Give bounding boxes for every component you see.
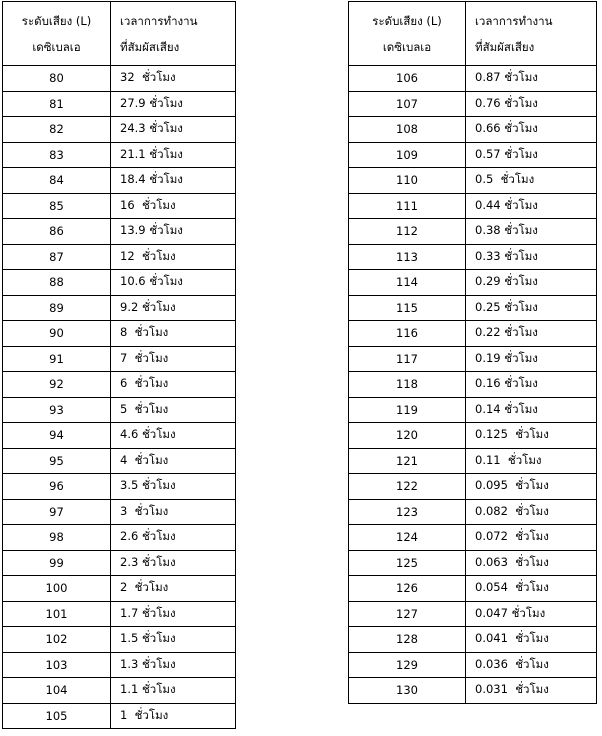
exposure-time-cell: 0.063 ชั่วโมง	[466, 550, 597, 576]
exposure-time-cell: 4.6 ชั่วโมง	[111, 423, 236, 449]
sound-level-cell: 82	[3, 117, 111, 143]
table-row	[3, 270, 236, 296]
header-exposure-time-line1: เวลาการทำงาน	[120, 13, 198, 28]
header-exposure-time-line2: ที่สัมผัสเสียง	[120, 39, 180, 54]
sound-level-cell: 80	[3, 66, 111, 92]
exposure-time-cell: 1.1 ชั่วโมง	[111, 678, 236, 704]
table-row	[349, 66, 597, 92]
sound-level-cell: 95	[3, 448, 111, 474]
header-exposure-time-line2: ที่สัมผัสเสียง	[475, 39, 535, 54]
header-exposure-time	[111, 2, 236, 66]
header-exposure-time	[466, 2, 597, 66]
exposure-time-cell: 9.2 ชั่วโมง	[111, 295, 236, 321]
exposure-time-cell: 0.5 ชั่วโมง	[466, 168, 597, 194]
table-row	[3, 601, 236, 627]
table-row	[349, 244, 597, 270]
sound-level-cell: 116	[349, 321, 466, 347]
sound-level-cell: 89	[3, 295, 111, 321]
sound-level-cell: 110	[349, 168, 466, 194]
exposure-time-cell: 1.3 ชั่วโมง	[111, 652, 236, 678]
exposure-time-cell: 0.87 ชั่วโมง	[466, 66, 597, 92]
table-row	[349, 678, 597, 704]
sound-level-cell: 106	[349, 66, 466, 92]
noise-exposure-table-right	[348, 1, 597, 704]
exposure-time-cell: 6 ชั่วโมง	[111, 372, 236, 398]
table-row	[349, 219, 597, 245]
sound-level-cell: 121	[349, 448, 466, 474]
table-row	[3, 474, 236, 500]
header-exposure-time-line1: เวลาการทำงาน	[475, 13, 553, 28]
sound-level-cell: 112	[349, 219, 466, 245]
table-header-row	[3, 2, 236, 66]
exposure-time-cell: 3 ชั่วโมง	[111, 499, 236, 525]
table-row	[3, 652, 236, 678]
sound-level-cell: 99	[3, 550, 111, 576]
sound-level-cell: 100	[3, 576, 111, 602]
sound-level-cell: 114	[349, 270, 466, 296]
table-row	[349, 601, 597, 627]
sound-level-cell: 94	[3, 423, 111, 449]
sound-level-cell: 105	[3, 703, 111, 729]
header-sound-level	[3, 2, 111, 66]
sound-level-cell: 130	[349, 678, 466, 704]
table-row	[349, 652, 597, 678]
sound-level-cell: 98	[3, 525, 111, 551]
exposure-time-cell: 0.095 ชั่วโมง	[466, 474, 597, 500]
exposure-time-cell: 0.25 ชั่วโมง	[466, 295, 597, 321]
exposure-time-cell: 18.4 ชั่วโมง	[111, 168, 236, 194]
sound-level-cell: 123	[349, 499, 466, 525]
table-row	[349, 474, 597, 500]
header-sound-level-line1: ระดับเสียง (L)	[372, 13, 442, 28]
exposure-time-cell: 10.6 ชั่วโมง	[111, 270, 236, 296]
sound-level-cell: 85	[3, 193, 111, 219]
table-header-row	[349, 2, 597, 66]
sound-level-cell: 128	[349, 627, 466, 653]
table-row	[3, 346, 236, 372]
exposure-time-cell: 3.5 ชั่วโมง	[111, 474, 236, 500]
exposure-time-cell: 0.047 ชั่วโมง	[466, 601, 597, 627]
exposure-time-cell: 0.072 ชั่วโมง	[466, 525, 597, 551]
exposure-time-cell: 2.3 ชั่วโมง	[111, 550, 236, 576]
table-row	[3, 448, 236, 474]
table-row	[3, 703, 236, 729]
sound-level-cell: 91	[3, 346, 111, 372]
sound-level-cell: 102	[3, 627, 111, 653]
sound-level-cell: 87	[3, 244, 111, 270]
sound-level-cell: 108	[349, 117, 466, 143]
table-row	[3, 244, 236, 270]
header-sound-level	[349, 2, 466, 66]
sound-level-cell: 96	[3, 474, 111, 500]
table-row	[349, 525, 597, 551]
exposure-time-cell: 2.6 ชั่วโมง	[111, 525, 236, 551]
exposure-time-cell: 0.14 ชั่วโมง	[466, 397, 597, 423]
exposure-time-cell: 1.5 ชั่วโมง	[111, 627, 236, 653]
table-row	[349, 423, 597, 449]
sound-level-cell: 109	[349, 142, 466, 168]
sound-level-cell: 119	[349, 397, 466, 423]
sound-level-cell: 104	[3, 678, 111, 704]
table-row	[349, 499, 597, 525]
exposure-time-cell: 2 ชั่วโมง	[111, 576, 236, 602]
exposure-time-cell: 8 ชั่วโมง	[111, 321, 236, 347]
table-row	[3, 499, 236, 525]
exposure-time-cell: 1.7 ชั่วโมง	[111, 601, 236, 627]
table-row	[3, 321, 236, 347]
table-row	[349, 372, 597, 398]
sound-level-cell: 81	[3, 91, 111, 117]
table-row	[349, 321, 597, 347]
exposure-time-cell: 0.33 ชั่วโมง	[466, 244, 597, 270]
sound-level-cell: 101	[3, 601, 111, 627]
exposure-time-cell: 0.125 ชั่วโมง	[466, 423, 597, 449]
table-row	[3, 193, 236, 219]
table-row	[349, 193, 597, 219]
sound-level-cell: 129	[349, 652, 466, 678]
table-row	[349, 397, 597, 423]
sound-level-cell: 92	[3, 372, 111, 398]
exposure-time-cell: 0.19 ชั่วโมง	[466, 346, 597, 372]
noise-exposure-table-left	[2, 1, 236, 729]
sound-level-cell: 97	[3, 499, 111, 525]
table-row	[349, 142, 597, 168]
exposure-time-cell: 0.054 ชั่วโมง	[466, 576, 597, 602]
table-row	[349, 91, 597, 117]
table-row	[3, 525, 236, 551]
exposure-time-cell: 0.11 ชั่วโมง	[466, 448, 597, 474]
table-row	[3, 295, 236, 321]
table-row	[3, 66, 236, 92]
sound-level-cell: 117	[349, 346, 466, 372]
table-row	[3, 678, 236, 704]
exposure-time-cell: 5 ชั่วโมง	[111, 397, 236, 423]
exposure-time-cell: 21.1 ชั่วโมง	[111, 142, 236, 168]
exposure-time-cell: 16 ชั่วโมง	[111, 193, 236, 219]
sound-level-cell: 88	[3, 270, 111, 296]
exposure-time-cell: 0.29 ชั่วโมง	[466, 270, 597, 296]
table-row	[3, 219, 236, 245]
table-row	[349, 270, 597, 296]
exposure-time-cell: 0.031 ชั่วโมง	[466, 678, 597, 704]
table-row	[3, 576, 236, 602]
exposure-time-cell: 4 ชั่วโมง	[111, 448, 236, 474]
exposure-time-cell: 0.041 ชั่วโมง	[466, 627, 597, 653]
table-row	[349, 346, 597, 372]
exposure-time-cell: 7 ชั่วโมง	[111, 346, 236, 372]
table-body-left	[3, 66, 236, 729]
table-row	[3, 91, 236, 117]
exposure-time-cell: 24.3 ชั่วโมง	[111, 117, 236, 143]
exposure-time-cell: 27.9 ชั่วโมง	[111, 91, 236, 117]
sound-level-cell: 115	[349, 295, 466, 321]
exposure-time-cell: 12 ชั่วโมง	[111, 244, 236, 270]
sound-level-cell: 126	[349, 576, 466, 602]
exposure-time-cell: 0.082 ชั่วโมง	[466, 499, 597, 525]
sound-level-cell: 103	[3, 652, 111, 678]
exposure-time-cell: 32 ชั่วโมง	[111, 66, 236, 92]
header-sound-level-line2: เดซิเบลเอ	[382, 39, 432, 54]
sound-level-cell: 125	[349, 550, 466, 576]
header-sound-level-line1: ระดับเสียง (L)	[21, 13, 92, 28]
sound-level-cell: 124	[349, 525, 466, 551]
sound-level-cell: 90	[3, 321, 111, 347]
exposure-time-cell: 1 ชั่วโมง	[111, 703, 236, 729]
sound-level-cell: 86	[3, 219, 111, 245]
exposure-time-cell: 0.38 ชั่วโมง	[466, 219, 597, 245]
sound-level-cell: 93	[3, 397, 111, 423]
table-body-right	[349, 66, 597, 704]
sound-level-cell: 111	[349, 193, 466, 219]
exposure-time-cell: 0.66 ชั่วโมง	[466, 117, 597, 143]
exposure-time-cell: 0.22 ชั่วโมง	[466, 321, 597, 347]
sound-level-cell: 118	[349, 372, 466, 398]
table-row	[3, 168, 236, 194]
table-row	[3, 397, 236, 423]
sound-level-cell: 83	[3, 142, 111, 168]
sound-level-cell: 84	[3, 168, 111, 194]
table-row	[349, 117, 597, 143]
sound-level-cell: 127	[349, 601, 466, 627]
table-row	[349, 168, 597, 194]
table-row	[349, 448, 597, 474]
sound-level-cell: 122	[349, 474, 466, 500]
exposure-time-cell: 13.9 ชั่วโมง	[111, 219, 236, 245]
table-row	[3, 550, 236, 576]
table-row	[349, 627, 597, 653]
table-row	[349, 295, 597, 321]
table-row	[3, 117, 236, 143]
exposure-time-cell: 0.44 ชั่วโมง	[466, 193, 597, 219]
exposure-time-cell: 0.16 ชั่วโมง	[466, 372, 597, 398]
exposure-time-cell: 0.57 ชั่วโมง	[466, 142, 597, 168]
table-row	[349, 576, 597, 602]
exposure-time-cell: 0.036 ชั่วโมง	[466, 652, 597, 678]
table-row	[3, 627, 236, 653]
table-row	[3, 423, 236, 449]
header-sound-level-line2: เดซิเบลเอ	[32, 39, 81, 54]
sound-level-cell: 120	[349, 423, 466, 449]
sound-level-cell: 113	[349, 244, 466, 270]
sound-level-cell: 107	[349, 91, 466, 117]
exposure-time-cell: 0.76 ชั่วโมง	[466, 91, 597, 117]
table-row	[3, 142, 236, 168]
table-row	[349, 550, 597, 576]
table-row	[3, 372, 236, 398]
